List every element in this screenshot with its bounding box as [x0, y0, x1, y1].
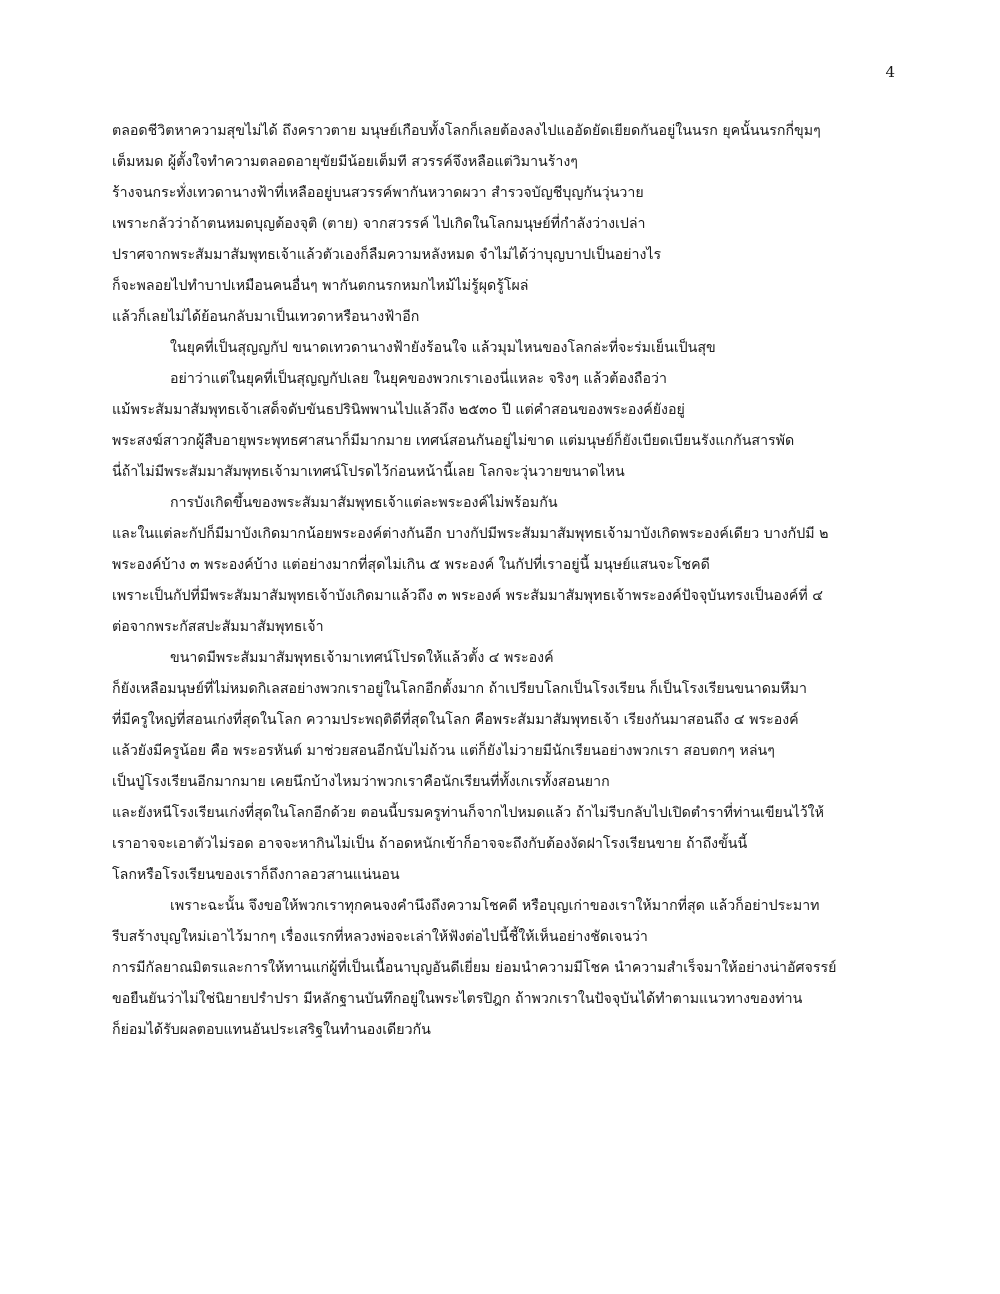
text-line: ก็ยังเหลือมนุษย์ที่ไม่หมดกิเลสอย่างพวกเราอยู่ในโลกอีกตั้งมาก ถ้าเปรียบโลกเป็นโรงเรียน ก็เป็นโรงเรียนขนาดมหึมา	[112, 681, 807, 697]
text-line: เพราะฉะนั้น จึงขอให้พวกเราทุกคนจงคำนึงถึงความโชคดี หรือบุญเก่าของเราให้มากที่สุด แล้วก็อย่าประมาท	[170, 898, 820, 914]
text-line: เต็มหมด ผู้ตั้งใจทำความตลอดอายุขัยมีน้อยเต็มที สวรรค์จึงหลือแต่วิมานร้างๆ	[112, 154, 578, 170]
text-line: นี่ถ้าไม่มีพระสัมมาสัมพุทธเจ้ามาเทศน์โปรดไว้ก่อนหน้านี้เลย โลกจะวุ่นวายขนาดไหน	[112, 464, 625, 480]
text-line: ตลอดชีวิตหาความสุขไม่ได้ ถึงคราวตาย มนุษย์เกือบทั้งโลกก็เลยต้องลงไปแออัดยัดเยียดกันอยู่ในนรก ยุคนั้นนรกกี่ขุมๆ	[112, 123, 821, 139]
text-line: พระองค์บ้าง ๓ พระองค์บ้าง แต่อย่างมากที่สุดไม่เกิน ๕ พระองค์ ในกัปที่เราอยู่นี้ มนุษย์แสนจะโชคดี	[112, 557, 710, 573]
text-line: ในยุคที่เป็นสุญญกัป ขนาดเทวดานางฟ้ายังร้อนใจ แล้วมุมไหนของโลกล่ะที่จะร่มเย็นเป็นสุข	[170, 340, 716, 356]
text-line: เราอาจจะเอาตัวไม่รอด อาจจะหากินไม่เป็น ถ้าอดหนักเข้าก็อาจจะถึงกับต้องงัดฝาโรงเรียนขาย ถ้าถึงขั้นนี้	[112, 836, 748, 852]
page-number: 4	[885, 63, 895, 81]
text-line: การมีกัลยาณมิตรและการให้ทานแก่ผู้ที่เป็นเนื้อนาบุญอันดีเยี่ยม ย่อมนำความมีโชค นำความสำเร็จมาให้อย่างน่าอัศจรรย์	[112, 960, 837, 976]
text-line: พระสงฆ์สาวกผู้สืบอายุพระพุทธศาสนาก็มีมากมาย เทศน์สอนกันอยู่ไม่ขาด แต่มนุษย์ก็ยังเบียดเบียนรังแกกันสารพัด	[112, 433, 795, 449]
text-line: การบังเกิดขึ้นของพระสัมมาสัมพุทธเจ้าแต่ละพระองค์ไม่พร้อมกัน	[170, 495, 558, 511]
text-line: อย่าว่าแต่ในยุคที่เป็นสุญญกัปเลย ในยุคของพวกเราเองนี่แหละ จริงๆ แล้วต้องถือว่า	[170, 371, 667, 387]
body-text	[112, 116, 902, 1046]
text-line: และในแต่ละกัปก็มีมาบังเกิดมากน้อยพระองค์ต่างกันอีก บางกัปมีพระสัมมาสัมพุทธเจ้ามาบังเกิดพระองค์เดียว บางกัปมี ๒	[112, 526, 829, 542]
text-line: ปราศจากพระสัมมาสัมพุทธเจ้าแล้วตัวเองก็ลืมความหลังหมด จำไม่ได้ว่าบุญบาปเป็นอย่างไร	[112, 247, 662, 263]
text-line: แล้วก็เลยไม่ได้ย้อนกลับมาเป็นเทวดาหรือนางฟ้าอีก	[112, 309, 420, 325]
text-line: ก็ย่อมได้รับผลตอบแทนอันประเสริฐในทำนองเดียวกัน	[112, 1022, 431, 1038]
text-line: ต่อจากพระกัสสปะสัมมาสัมพุทธเจ้า	[112, 619, 324, 635]
text-line: โลกหรือโรงเรียนของเราก็ถึงกาลอวสานแน่นอน	[112, 867, 400, 883]
text-line: รีบสร้างบุญใหม่เอาไว้มากๆ เรื่องแรกที่หลวงพ่อจะเล่าให้ฟังต่อไปนี้ชี้ให้เห็นอย่างชัดเจนว่า	[112, 929, 648, 945]
text-line: เพราะกลัวว่าถ้าตนหมดบุญต้องจุติ (ตาย) จากสวรรค์ ไปเกิดในโลกมนุษย์ที่กำลังว่างเปล่า	[112, 216, 646, 232]
text-line: ที่มีครูใหญ่ที่สอนเก่งที่สุดในโลก ความประพฤติดีที่สุดในโลก คือพระสัมมาสัมพุทธเจ้า เรียงกันมาสอนถึง ๔ พระองค์	[112, 712, 799, 728]
text-line: แล้วยังมีครูน้อย คือ พระอรหันต์ มาช่วยสอนอีกนับไม่ถ้วน แต่ก็ยังไม่วายมีนักเรียนอย่างพวกเรา สอบตกๆ หล่นๆ	[112, 743, 775, 759]
text-line: ขอยืนยันว่าไม่ใช่นิยายปรำปรา มีหลักฐานบันทึกอยู่ในพระไตรปิฎก ถ้าพวกเราในปัจจุบันได้ทำตามแนวทางของท่าน	[112, 991, 803, 1007]
text-line: ก็จะพลอยไปทำบาปเหมือนคนอื่นๆ พากันตกนรกหมกไหม้ไม่รู้ผุดรู้โผล่	[112, 278, 529, 294]
text-line: แม้พระสัมมาสัมพุทธเจ้าเสด็จดับขันธปรินิพพานไปแล้วถึง ๒๕๓๐ ปี แต่คำสอนของพระองค์ยังอยู่	[112, 402, 685, 418]
text-line: เพราะเป็นกัปที่มีพระสัมมาสัมพุทธเจ้าบังเกิดมาแล้วถึง ๓ พระองค์ พระสัมมาสัมพุทธเจ้าพระองค์ปัจจุบันทรงเป็นองค์ที่ ๔	[112, 588, 823, 604]
text-line: ขนาดมีพระสัมมาสัมพุทธเจ้ามาเทศน์โปรดให้แล้วตั้ง ๔ พระองค์	[170, 650, 554, 666]
text-line: เป็นปู่โรงเรียนอีกมากมาย เคยนึกบ้างไหมว่าพวกเราคือนักเรียนที่ทั้งเกเรทั้งสอนยาก	[112, 774, 610, 790]
text-line: และยังหนีโรงเรียนเก่งที่สุดในโลกอีกด้วย ตอนนี้บรมครูท่านก็จากไปหมดแล้ว ถ้าไม่รีบกลับไปเปิดตำราที่ท่านเขียนไว้ให้	[112, 805, 824, 821]
text-line: ร้างจนกระทั่งเทวดานางฟ้าที่เหลืออยู่บนสวรรค์พากันหวาดผวา สำรวจบัญชีบุญกันวุ่นวาย	[112, 185, 644, 201]
